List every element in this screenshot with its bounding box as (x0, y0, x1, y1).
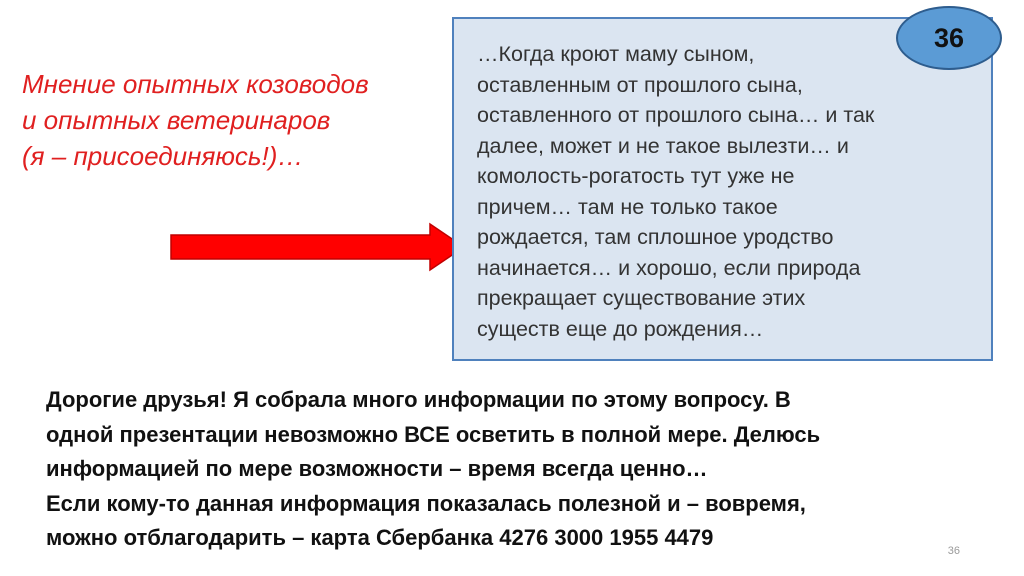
bottom-message-line: одной презентации невозможно ВСЕ осветить в полной мере. Делюсь (46, 421, 821, 447)
opinion-heading-line: и опытных ветеринаров (22, 105, 331, 135)
quote-line: существ еще до рождения… (477, 316, 764, 341)
bottom-message-line: Если кому-то данная информация показалась полезной и – вовремя, (46, 490, 806, 516)
quote-line: комолость-рогатость тут уже не (477, 164, 795, 188)
quote-line: рождается, там сплошное уродство (477, 225, 834, 249)
quote-line: …Когда кроют маму сыном, (477, 42, 755, 66)
bottom-message-line: Дорогие друзья! Я собрала много информации по этому вопросу. В (46, 387, 791, 412)
bottom-message-line: можно отблагодарить – карта Сбербанка 4276 3000 1955 4479 (46, 525, 714, 550)
quote-line: оставленного от прошлого сына… и так (477, 103, 875, 127)
slide-number-badge: 36 (896, 6, 1002, 70)
quote-line: начинается… и хорошо, если природа (477, 255, 861, 280)
quote-box (452, 17, 993, 361)
bottom-message (46, 383, 996, 556)
quote-text (477, 39, 957, 344)
quote-line: прекращает существование этих (477, 286, 806, 310)
right-arrow-icon (170, 222, 466, 272)
opinion-heading (22, 66, 452, 174)
bottom-message-line: информацией по мере возможности – время всегда ценно… (46, 456, 708, 481)
quote-line: причем… там не только такое (477, 194, 778, 219)
footer-slide-number: 36 (947, 545, 960, 557)
opinion-heading-line: (я – присоединяюсь!)… (22, 141, 304, 171)
quote-line: оставленным от прошлого сына, (477, 72, 803, 97)
quote-line: далее, может и не такое вылезти… и (477, 133, 849, 158)
opinion-heading-line: Мнение опытных козоводов (22, 69, 369, 99)
